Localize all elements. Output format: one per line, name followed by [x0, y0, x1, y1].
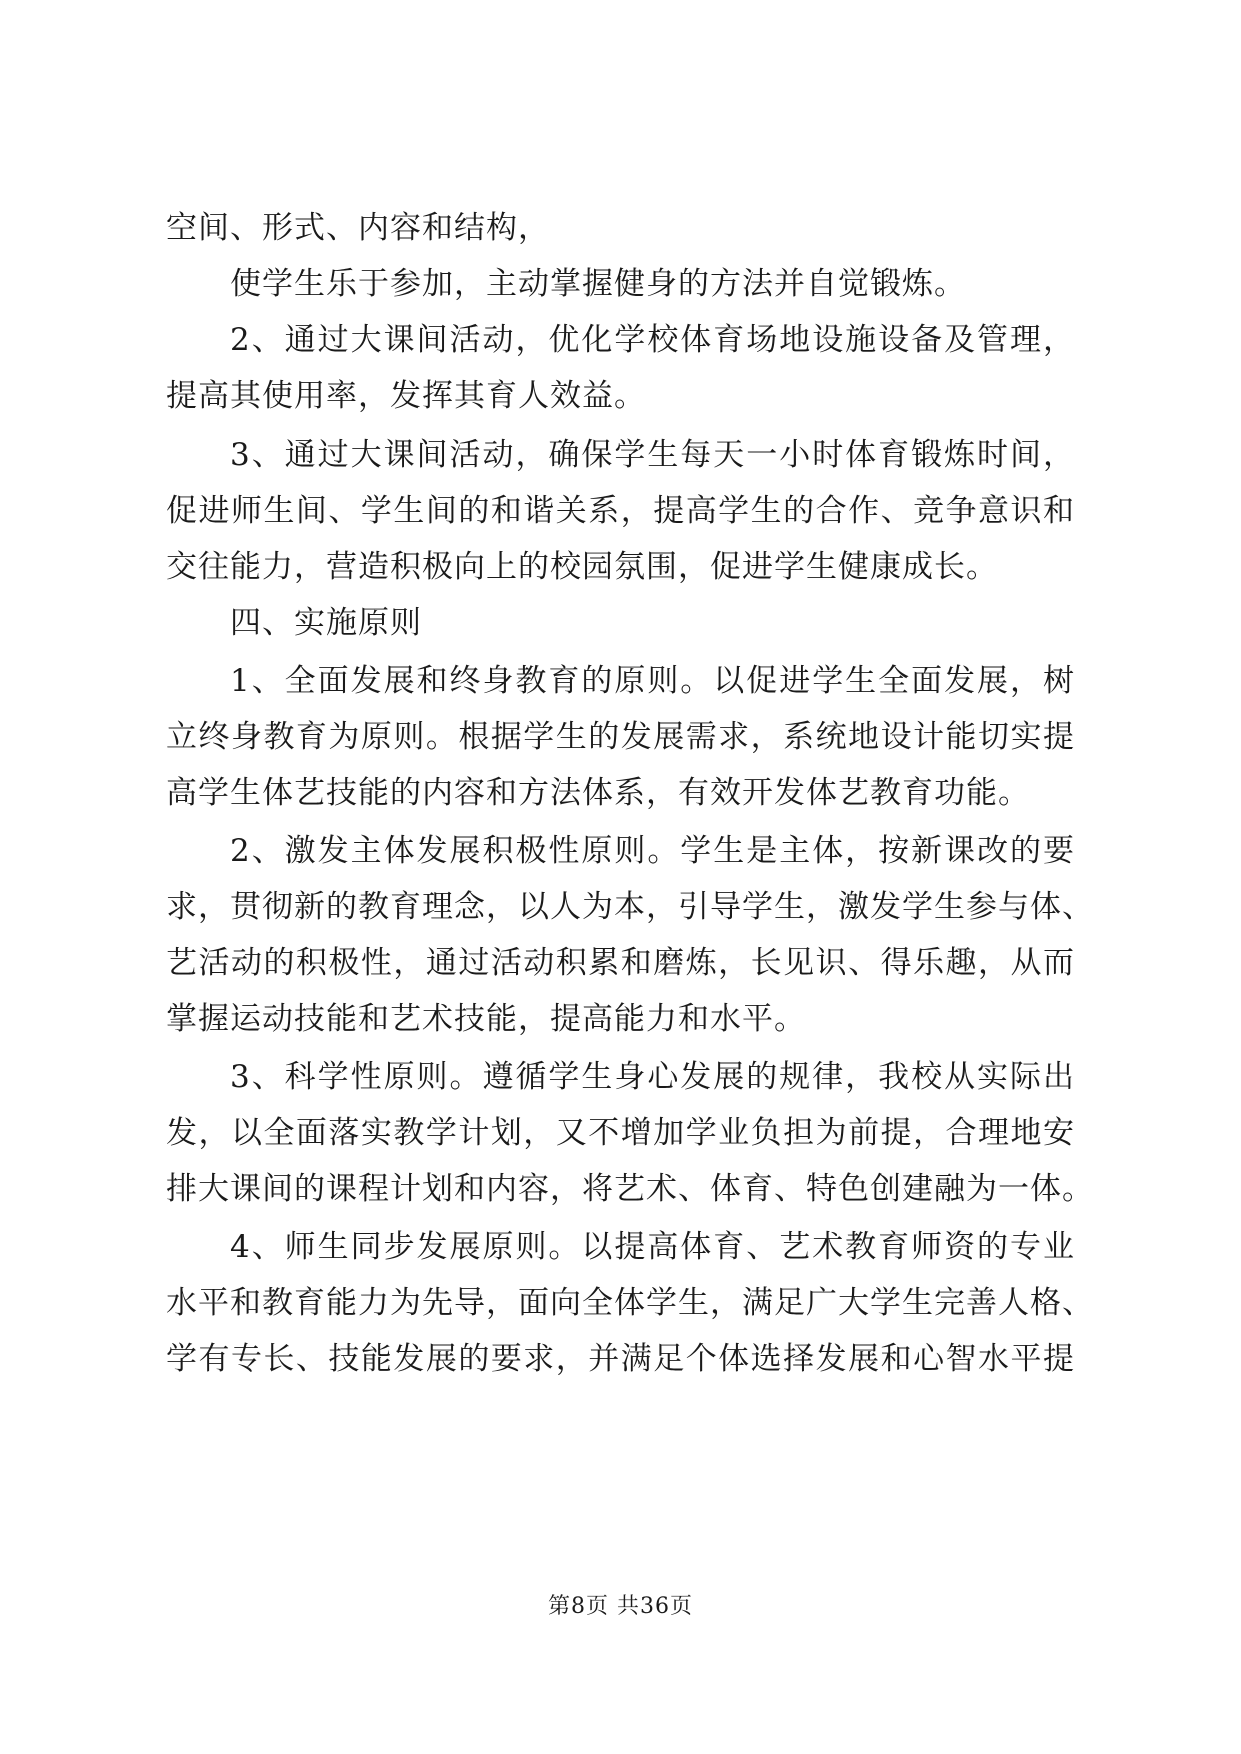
page-footer: 第8页 共36页 [548, 1594, 693, 1619]
text-line: 2、激发主体发展积极性原则。学生是主体，按新课改的要 [230, 833, 1075, 869]
text-line: 提高其使用率，发挥其育人效益。 [166, 378, 646, 414]
text-line: 1、全面发展和终身教育的原则。以促进学生全面发展，树 [230, 663, 1075, 699]
text-line: 发，以全面落实教学计划，又不增加学业负担为前提，合理地安 [166, 1115, 1075, 1151]
text-line: 排大课间的课程计划和内容，将艺术、体育、特色创建融为一体。 [166, 1171, 1094, 1207]
text-line: 4、师生同步发展原则。以提高体育、艺术教育师资的专业 [230, 1229, 1075, 1265]
text-line: 艺活动的积极性，通过活动积累和磨炼，长见识、得乐趣，从而 [166, 945, 1075, 981]
text-line: 3、通过大课间活动，确保学生每天一小时体育锻炼时间， [230, 437, 1075, 473]
text-line: 2、通过大课间活动，优化学校体育场地设施设备及管理， [230, 322, 1075, 358]
text-line: 水平和教育能力为先导，面向全体学生，满足广大学生完善人格、 [166, 1285, 1094, 1321]
text-line: 学有专长、技能发展的要求，并满足个体选择发展和心智水平提 [166, 1341, 1075, 1377]
text-line: 高学生体艺技能的内容和方法体系，有效开发体艺教育功能。 [166, 775, 1030, 811]
text-line: 交往能力，营造积极向上的校园氛围，促进学生健康成长。 [166, 549, 998, 585]
text-line: 空间、形式、内容和结构， [166, 210, 550, 246]
text-line: 3、科学性原则。遵循学生身心发展的规律，我校从实际出 [230, 1059, 1075, 1095]
section-heading: 四、实施原则 [230, 605, 422, 641]
text-line: 促进师生间、学生间的和谐关系，提高学生的合作、竞争意识和 [166, 493, 1075, 529]
text-line: 掌握运动技能和艺术技能，提高能力和水平。 [166, 1001, 806, 1037]
text-line: 立终身教育为原则。根据学生的发展需求，系统地设计能切实提 [166, 719, 1075, 755]
text-line: 求，贯彻新的教育理念，以人为本，引导学生，激发学生参与体、 [166, 889, 1094, 925]
text-line: 使学生乐于参加，主动掌握健身的方法并自觉锻炼。 [230, 266, 966, 302]
